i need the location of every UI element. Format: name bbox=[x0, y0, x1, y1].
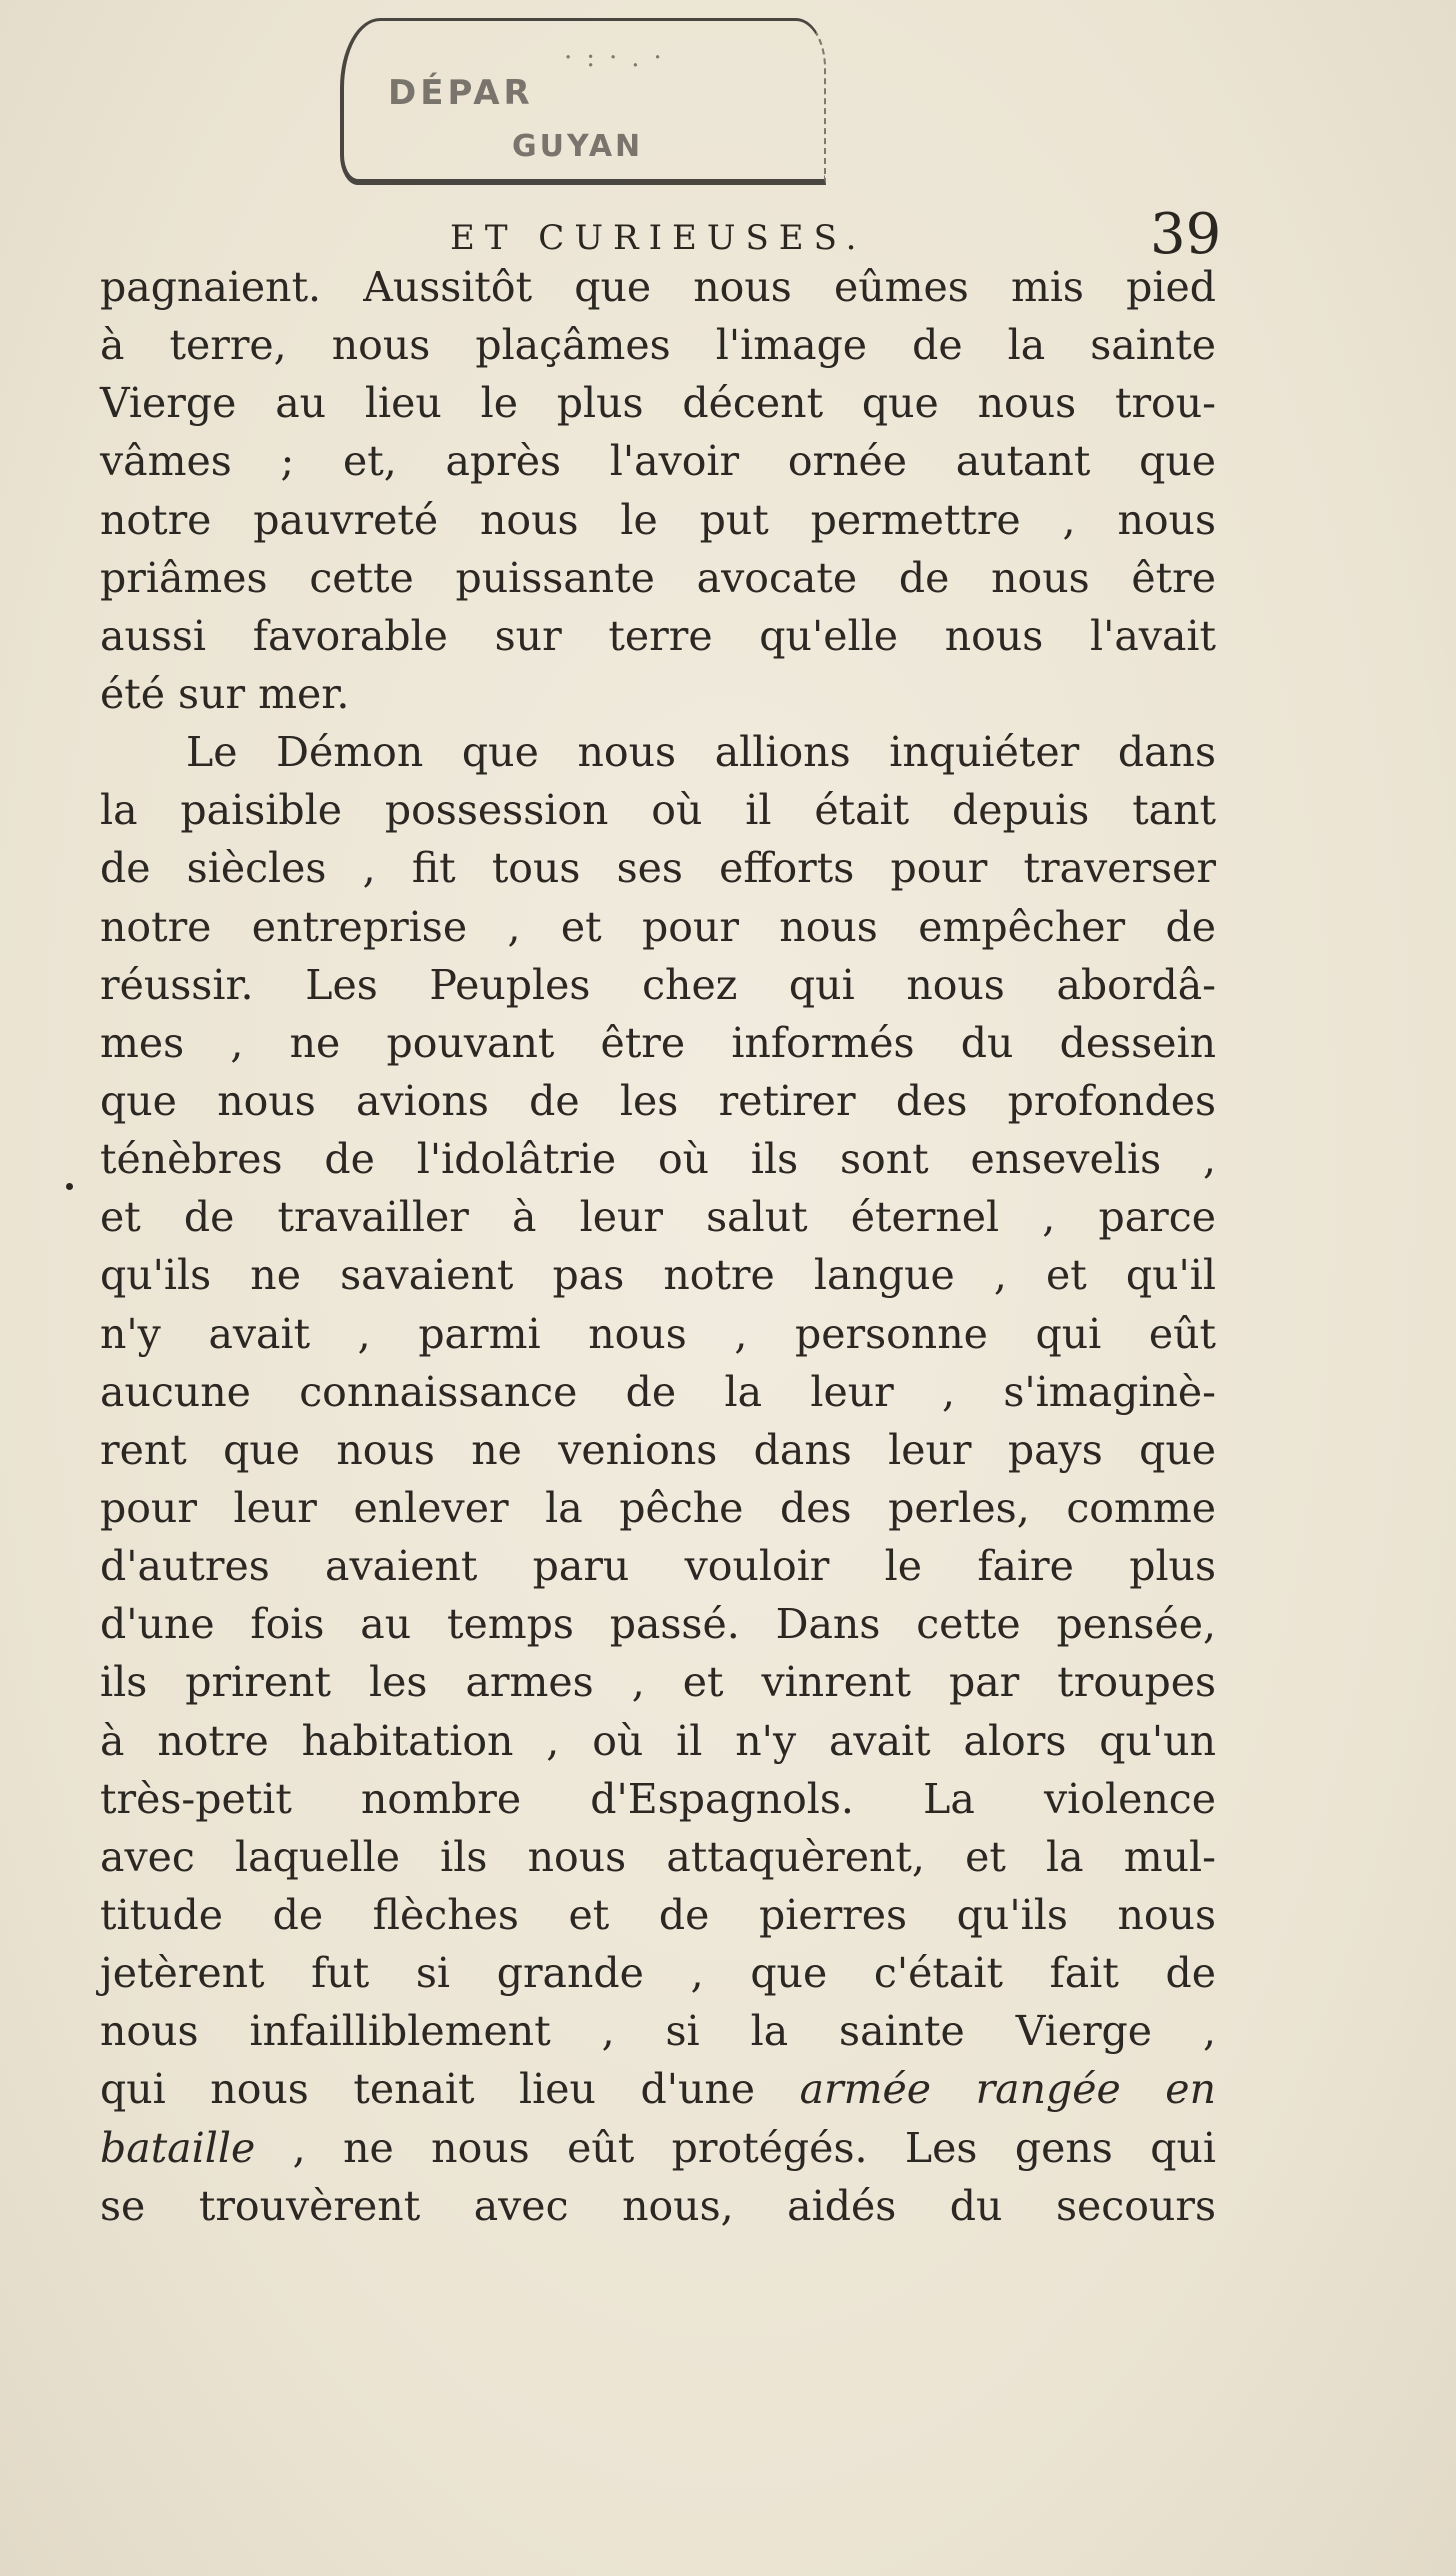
text-line: pour leur enlever la pêche des perles, comme bbox=[100, 1483, 1216, 1532]
text-line: et de travailler à leur salut éternel , parce bbox=[100, 1193, 1216, 1242]
text-line: réussir. Les Peuples chez qui nous abordâ- bbox=[100, 960, 1216, 1009]
text-line: nous infailliblement , si la sainte Vierge , bbox=[100, 2007, 1216, 2056]
text-line: à notre habitation , où il n'y avait alors qu'un bbox=[100, 1716, 1216, 1765]
text-line: vâmes ; et, après l'avoir ornée autant que bbox=[100, 437, 1216, 486]
text-line: à terre, nous plaçâmes l'image de la sainte bbox=[100, 321, 1216, 370]
text-line: d'une fois au temps passé. Dans cette pensée, bbox=[100, 1600, 1216, 1649]
text-line: de siècles , fit tous ses efforts pour traverser bbox=[100, 844, 1216, 893]
text-line: avec laquelle ils nous attaquèrent, et la mul- bbox=[100, 1832, 1216, 1881]
text-fragment: , ne nous eût protégés. Les gens qui bbox=[292, 2123, 1216, 2172]
text-fragment: qui nous tenait lieu d'une bbox=[100, 2065, 756, 2114]
text-line-mixed bbox=[100, 2060, 1216, 2118]
text-line: pagnaient. Aussitôt que nous eûmes mis pied bbox=[100, 263, 1216, 311]
text-line-mixed bbox=[100, 2119, 1216, 2177]
text-line: n'y avait , parmi nous , personne qui eût bbox=[100, 1309, 1216, 1358]
text-line: priâmes cette puissante avocate de nous être bbox=[100, 553, 1216, 602]
page-number: 39 bbox=[1150, 202, 1222, 267]
text-line: Le Démon que nous allions inquiéter dans bbox=[186, 728, 1216, 777]
text-line: que nous avions de les retirer des profondes bbox=[100, 1076, 1216, 1125]
stamp-text-top: DÉPAR bbox=[388, 73, 534, 113]
text-line: d'autres avaient paru vouloir le faire plus bbox=[100, 1542, 1216, 1591]
text-line: se trouvèrent avec nous, aidés du secours bbox=[100, 2181, 1216, 2230]
body-text bbox=[100, 258, 1216, 2235]
text-line: aussi favorable sur terre qu'elle nous l'avait bbox=[100, 611, 1216, 660]
text-line: Vierge au lieu le plus décent que nous trou- bbox=[100, 379, 1216, 428]
text-line: ils prirent les armes , et vinrent par troupes bbox=[100, 1658, 1216, 1707]
italic-phrase: armée rangée en bbox=[799, 2065, 1216, 2114]
text-line: ténèbres de l'idolâtrie où ils sont ensevelis , bbox=[100, 1135, 1216, 1184]
stamp-text-bottom: GUYAN bbox=[512, 129, 644, 164]
running-title: ET CURIEUSES. bbox=[450, 218, 867, 258]
text-line: notre pauvreté nous le put permettre , nous bbox=[100, 495, 1216, 544]
text-line: très-petit nombre d'Espagnols. La violence bbox=[100, 1774, 1216, 1823]
library-stamp bbox=[340, 18, 826, 185]
text-line: notre entreprise , et pour nous empêcher de bbox=[100, 902, 1216, 951]
text-line: la paisible possession où il était depuis tant bbox=[100, 786, 1216, 835]
text-line: titude de flèches et de pierres qu'ils nous bbox=[100, 1890, 1216, 1939]
italic-phrase: bataille bbox=[100, 2123, 256, 2172]
text-line: été sur mer. bbox=[100, 669, 350, 718]
text-line: jetèrent fut si grande , que c'était fait de bbox=[100, 1949, 1216, 1998]
text-line: mes , ne pouvant être informés du dessein bbox=[100, 1018, 1216, 1067]
text-line: rent que nous ne venions dans leur pays que bbox=[100, 1425, 1216, 1474]
stamp-dots: ·:·.· bbox=[564, 43, 676, 73]
text-line: aucune connaissance de la leur , s'imaginè- bbox=[100, 1367, 1216, 1416]
margin-mark bbox=[66, 1183, 73, 1190]
text-line: qu'ils ne savaient pas notre langue , et qu'il bbox=[100, 1251, 1216, 1300]
